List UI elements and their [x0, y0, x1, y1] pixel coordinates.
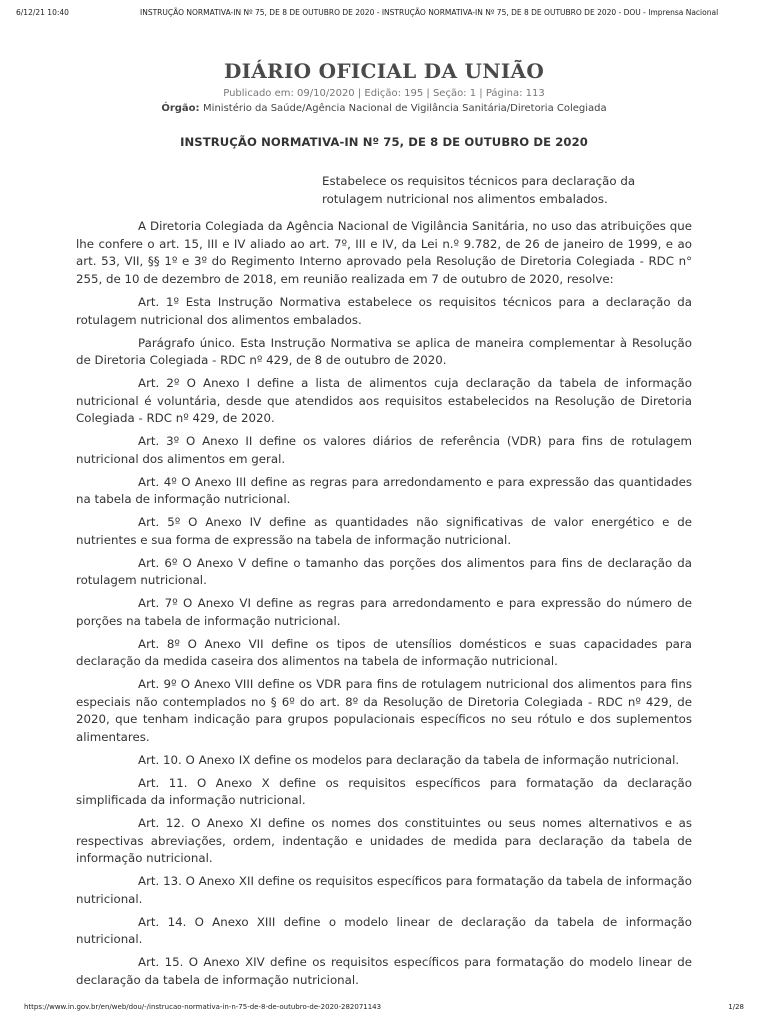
article-7: Art. 7º O Anexo VI define as regras para arredondamento e para expressão do número de porções na tabela de informação nutricional. — [76, 596, 692, 628]
article-4: Art. 4º O Anexo III define as regras para arredondamento e para expressão das quantidades na tabela de informação nutricional. — [76, 474, 692, 506]
act-title: INSTRUÇÃO NORMATIVA-IN Nº 75, DE 8 DE OUTUBRO DE 2020 — [180, 135, 588, 149]
print-url[interactable]: https://www.in.gov.br/en/web/dou/-/instrucao-normativa-in-n-75-de-8-de-outubro-de-2020-282071143 — [24, 1003, 382, 1011]
page-counter: 1/28 — [728, 1003, 744, 1011]
article-6: Art. 6º O Anexo V define o tamanho das porções dos alimentos para fins de declaração da rotulagem nutricional. — [76, 555, 692, 587]
article-5: Art. 5º O Anexo IV define as quantidades não significativas de valor energético e de nutrientes e sua forma de expressão na tabela de informação nutricional. — [76, 515, 692, 547]
publication-info: Publicado em: 09/10/2020 | Edição: 195 | Seção: 1 | Página: 113 — [223, 88, 545, 99]
article-3: Art. 3º O Anexo II define os valores diários de referência (VDR) para fins de rotulagem nutricional dos alimentos em geral. — [76, 434, 692, 466]
article-8: Art. 8º O Anexo VII define os tipos de utensílios domésticos e suas capacidades para declaração da medida caseira dos alimentos na tabela de informação nutricional. — [76, 636, 692, 668]
article-1: Art. 1º Esta Instrução Normativa estabelece os requisitos técnicos para a declaração da rotulagem nutricional dos alimentos embalados. — [76, 295, 692, 327]
dou-title: DIÁRIO OFICIAL DA UNIÃO — [223, 59, 545, 83]
masthead — [0, 58, 768, 115]
print-date: 6/12/21 10:40 — [16, 8, 69, 17]
article-2: Art. 2º O Anexo I define a lista de alimentos cuja declaração da tabela de informação nutricional é voluntária, desde que atendidos aos requisitos estabelecidos na Resolução de Diretoria Colegiada - RDC nº 429, de 2020. — [76, 376, 692, 425]
organ-line — [0, 102, 768, 115]
article-12: Art. 12. O Anexo XI define os nomes dos constituintes ou seus nomes alternativos e as respectivas abreviações, ordem, indentação e unidades de medida para declaração da tabela de informação nutricional. — [76, 816, 692, 865]
article-11: Art. 11. O Anexo X define os requisitos específicos para formatação da declaração simplificada da informação nutricional. — [76, 775, 692, 807]
article-9: Art. 9º O Anexo VIII define os VDR para fins de rotulagem nutricional dos alimentos para fins especiais não contemplados no § 6º do art. 8º da Resolução de Diretoria Colegiada - RDC nº 429, de 2020, que tenham indicação para grupos populacionais específicos no seu rótulo e dos suplementos alimentares. — [76, 677, 692, 744]
article-14: Art. 14. O Anexo XIII define o modelo linear de declaração da tabela de informação nutricional. — [76, 914, 692, 946]
article-13: Art. 13. O Anexo XII define os requisitos específicos para formatação da tabela de informação nutricional. — [76, 874, 692, 906]
article-15: Art. 15. O Anexo XIV define os requisitos específicos para formatação do modelo linear de declaração da tabela de informação nutricional. — [76, 955, 692, 987]
article-10: Art. 10. O Anexo IX define os modelos para declaração da tabela de informação nutricional. — [138, 752, 680, 767]
preamble-paragraph: A Diretoria Colegiada da Agência Nacional de Vigilância Sanitária, no uso das atribuições que lhe confere o art. 15, III e IV aliado ao art. 7º, III e IV, da Lei n.º 9.782, de 26 de janeiro de 1999, e ao art. 53, VII, §§ 1º e 3º do Regimento Interno aprovado pela Resolução de Diretoria Colegiada - RDC n° 255, de 10 de dezembro de 2018, em reunião realizada em 7 de outubro de 2020, resolve: — [76, 219, 692, 286]
organ-label: Órgão: — [161, 103, 200, 114]
print-page-title: INSTRUÇÃO NORMATIVA-IN Nº 75, DE 8 DE OUTUBRO DE 2020 - INSTRUÇÃO NORMATIVA-IN Nº 75, DE 8 DE OUTUBRO DE 2020 - DOU - Imprensa Nacional — [140, 8, 719, 17]
article-1-sole-paragraph: Parágrafo único. Esta Instrução Normativa se aplica de maneira complementar à Resolução de Diretoria Colegiada - RDC nº 429, de 8 de outubro de 2020. — [76, 335, 692, 367]
organ-value: Ministério da Saúde/Agência Nacional de Vigilância Sanitária/Diretoria Colegiada — [203, 103, 607, 114]
ementa: Estabelece os requisitos técnicos para declaração da rotulagem nutricional nos alimentos embalados. — [322, 174, 636, 206]
document-body — [76, 218, 692, 995]
